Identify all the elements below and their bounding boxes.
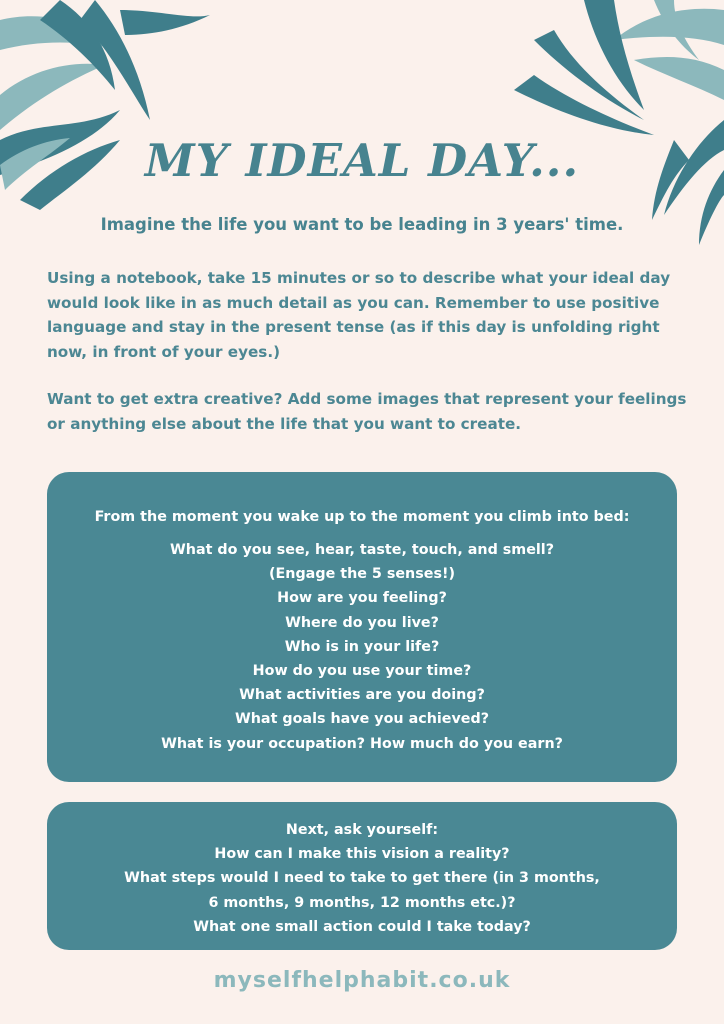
question-item: (Engage the 5 senses!) bbox=[268, 566, 456, 583]
paragraph-line: would look like in as much detail as you can. Remember to use positive bbox=[47, 293, 660, 312]
question-item: How do you use your time? bbox=[252, 663, 472, 680]
card-lead: From the moment you wake up to the moment you climb into bed: bbox=[94, 509, 630, 525]
question-item: What is your occupation? How much do you earn? bbox=[161, 735, 563, 752]
paragraph-line: Want to get extra creative? Add some images that represent your feelings bbox=[47, 390, 687, 408]
creative-paragraph bbox=[47, 387, 687, 436]
website-link[interactable]: myselfhelphabit.co.uk bbox=[213, 968, 511, 993]
next-step-item: Next, ask yourself: bbox=[285, 822, 439, 838]
next-steps-card bbox=[47, 802, 677, 950]
question-item: Who is in your life? bbox=[284, 638, 440, 655]
paragraph-line: Using a notebook, take 15 minutes or so to describe what your ideal day bbox=[47, 269, 671, 287]
next-step-item: What one small action could I take today? bbox=[193, 918, 531, 935]
paragraph-line: now, in front of your eyes.) bbox=[47, 342, 281, 361]
page-title: MY IDEAL DAY... bbox=[144, 134, 580, 187]
next-step-item: What steps would I need to take to get there (in 3 months, bbox=[124, 870, 600, 887]
next-step-item: 6 months, 9 months, 12 months etc.)? bbox=[208, 894, 516, 911]
next-steps-list bbox=[47, 818, 677, 939]
question-item: What activities are you doing? bbox=[239, 687, 485, 704]
question-item: How are you feeling? bbox=[277, 590, 447, 607]
question-list bbox=[47, 538, 677, 756]
instructions-paragraph bbox=[47, 266, 687, 364]
subtitle: Imagine the life you want to be leading in 3 years' time. bbox=[100, 215, 624, 234]
paragraph-line: or anything else about the life that you want to create. bbox=[47, 414, 522, 433]
questions-card bbox=[47, 472, 677, 782]
question-item: What do you see, hear, taste, touch, and smell? bbox=[170, 542, 554, 558]
palm-leaf-icon bbox=[514, 0, 724, 250]
paragraph-line: language and stay in the present tense (as if this day is unfolding right bbox=[47, 318, 660, 336]
next-step-item: How can I make this vision a reality? bbox=[214, 846, 510, 863]
question-item: Where do you live? bbox=[285, 614, 439, 631]
question-item: What goals have you achieved? bbox=[234, 711, 490, 728]
